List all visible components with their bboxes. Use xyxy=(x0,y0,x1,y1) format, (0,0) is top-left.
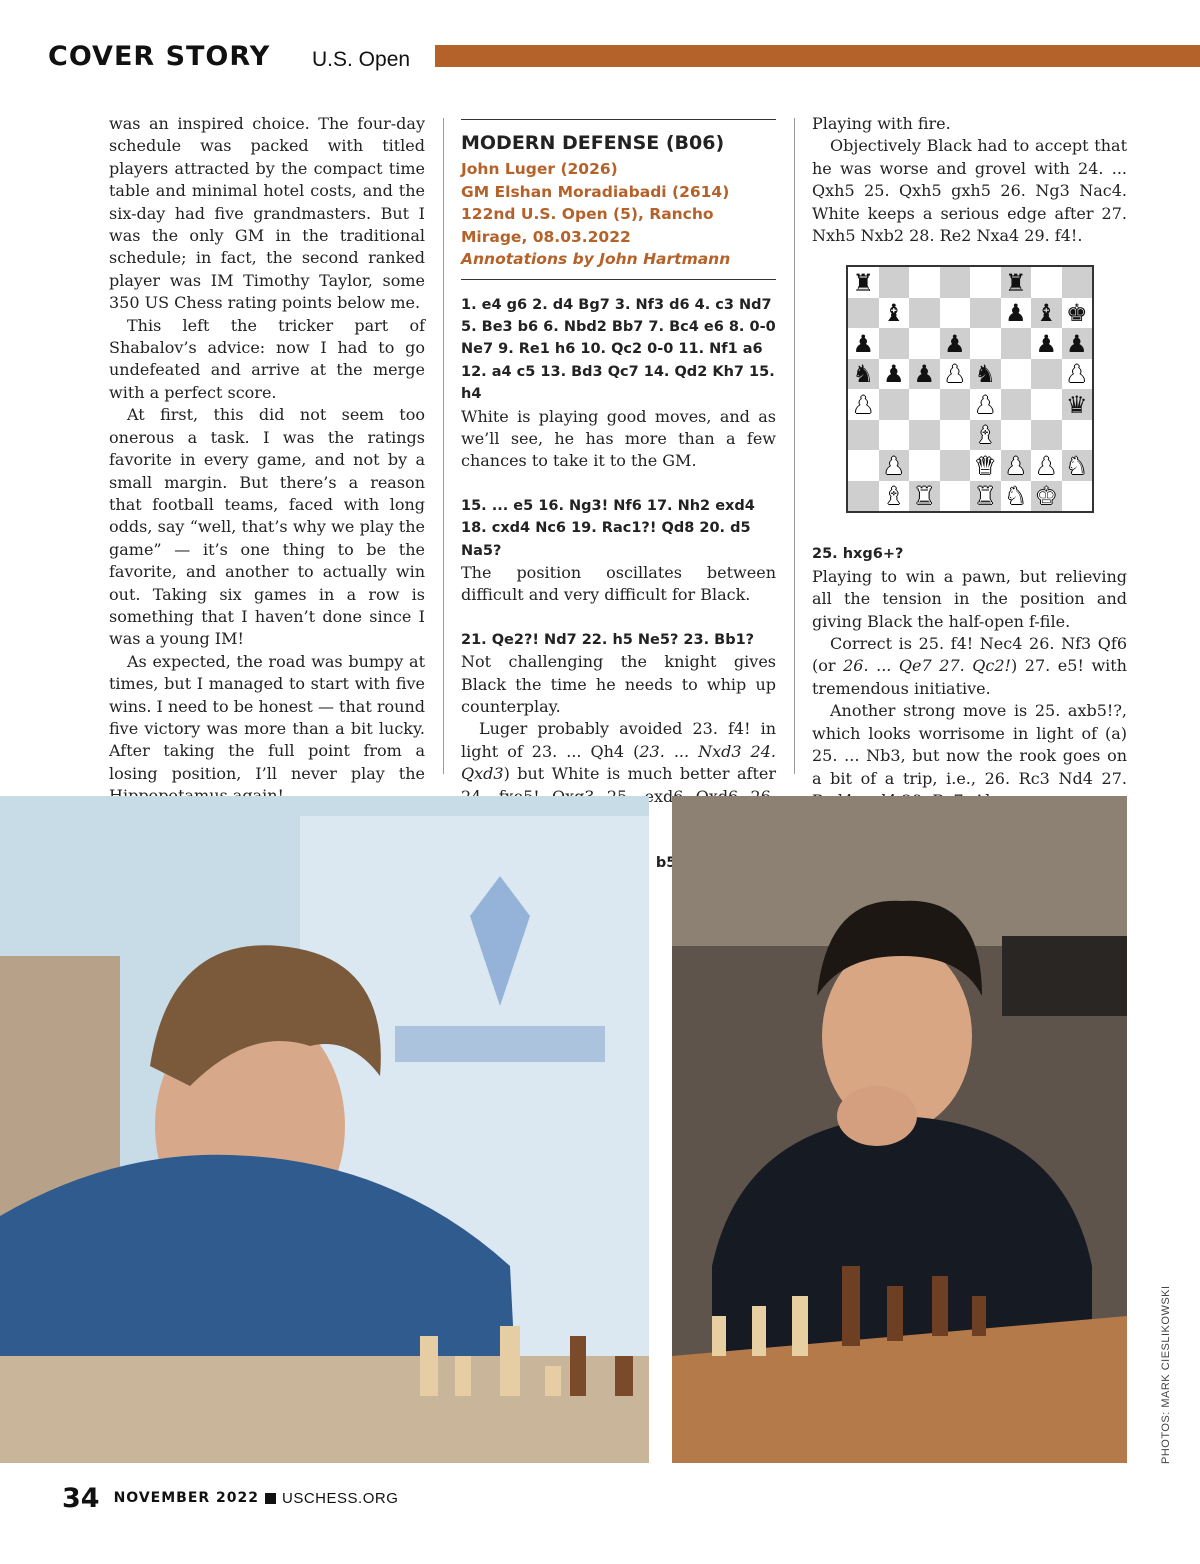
annotator: Annotations by John Hartmann xyxy=(461,250,731,268)
board-square xyxy=(1001,328,1032,359)
board-square xyxy=(940,481,971,512)
board-square xyxy=(848,298,879,329)
board-square xyxy=(848,420,879,451)
right-column xyxy=(812,113,1127,788)
body-paragraph: As expected, the road was bumpy at times, but I managed to start with five wins. I need to be honest — that round five victory was more than a bit lucky. After taking the full point from a losing position, I’ll never play the xyxy=(109,651,425,783)
white-player: John Luger (2026) xyxy=(461,160,618,178)
board-square xyxy=(848,267,879,298)
board-square xyxy=(1001,481,1032,512)
black-rook-icon: ♜ xyxy=(1004,268,1027,297)
white-pawn-icon: ♟ xyxy=(943,360,966,389)
game-moves: b5 xyxy=(655,855,677,872)
board-square xyxy=(1062,481,1093,512)
board-square xyxy=(1031,298,1062,329)
game-moves: 25. hxg6+? xyxy=(812,546,904,563)
event: 122nd U.S. Open (5), Rancho Mirage, 08.03.2022 xyxy=(461,205,714,246)
board-square xyxy=(970,481,1001,512)
game-note: Not challenging the knight gives Black the time he needs to whip up counterplay. xyxy=(461,652,776,716)
board-square xyxy=(909,298,940,329)
board-square xyxy=(1062,359,1093,390)
board-square xyxy=(1001,450,1032,481)
game-title: MODERN DEFENSE (B06) xyxy=(461,132,725,154)
board-square xyxy=(909,481,940,512)
column-divider xyxy=(794,118,795,774)
white-rook-icon: ♜ xyxy=(974,482,996,511)
left-column xyxy=(109,113,425,899)
game-moves: 21. Qe2?! Nd7 22. h5 Ne5? 23. Bb1? xyxy=(461,631,755,648)
board-square xyxy=(1062,420,1093,451)
board-square xyxy=(848,481,879,512)
white-knight-icon: ♞ xyxy=(1065,451,1088,480)
page-footer xyxy=(62,1478,398,1518)
game-header xyxy=(461,119,776,280)
white-pawn-icon: ♟ xyxy=(974,390,996,419)
black-bishop-icon: ♝ xyxy=(1035,299,1057,328)
white-king-icon: ♚ xyxy=(1035,482,1057,511)
board-square xyxy=(909,450,940,481)
board-square xyxy=(1062,389,1093,420)
black-knight-icon: ♞ xyxy=(974,360,996,389)
board-square xyxy=(879,328,910,359)
board-square xyxy=(1062,298,1093,329)
board-square xyxy=(1001,389,1032,420)
game-note: Playing with fire. xyxy=(812,114,951,133)
black-pawn-icon: ♟ xyxy=(1035,329,1057,358)
white-pawn-icon: ♟ xyxy=(1065,360,1088,389)
board-square xyxy=(1031,450,1062,481)
board-square xyxy=(1001,359,1032,390)
white-rook-icon: ♜ xyxy=(913,482,935,511)
game-note: Objectively Black had to accept that he was worse and grovel with 24. ... Qxh5 25. Qxh5 gxh5 26. Ng3 Nac4. White keeps a serious edge after 27. Nxh5 Nxb2 28. Re2 Nxa4 29. f4!. xyxy=(812,136,1127,246)
white-pawn-icon: ♟ xyxy=(1004,451,1027,480)
board-square xyxy=(909,328,940,359)
black-bishop-icon: ♝ xyxy=(882,299,905,328)
board-square xyxy=(970,267,1001,298)
board-square xyxy=(1001,298,1032,329)
footer-separator xyxy=(265,1493,276,1504)
board-square xyxy=(1062,328,1093,359)
board-square xyxy=(909,389,940,420)
black-pawn-icon: ♟ xyxy=(1065,329,1088,358)
chess-diagram xyxy=(846,265,1094,513)
player-photo-illustration xyxy=(672,796,1127,1463)
board-square xyxy=(940,267,971,298)
board-square xyxy=(909,420,940,451)
board-square xyxy=(879,359,910,390)
black-pawn-icon: ♟ xyxy=(1004,299,1027,328)
game-note: Luger probably avoided 23. f4! in light of 23. ... Qh4 (23. ... Nxd3 24. Qxd3) but White is much better after exd6 xyxy=(461,719,776,806)
photo-credit: PHOTOS: MARK CIESLIKOWSKI xyxy=(1160,1285,1172,1464)
player-photo-illustration xyxy=(0,796,649,1463)
page-header xyxy=(48,40,1200,76)
board-square xyxy=(1031,267,1062,298)
board-square xyxy=(879,298,910,329)
page-number: 34 xyxy=(62,1482,100,1514)
game-note: White is playing good moves, and as we’ll see, he has more than a few chances to take it to the GM. xyxy=(461,406,776,471)
section-subtitle: U.S. Open xyxy=(312,48,411,71)
board-square xyxy=(940,420,971,451)
board-square xyxy=(1031,328,1062,359)
white-pawn-icon: ♟ xyxy=(1035,451,1057,480)
game-note: Another strong move is 25. axb5!?, which looks worrisome in light of (a) 25. ... Nb3, but now the rook goes on a bit of a trip, i.e., 26. Rc3 Nd4 27. xyxy=(812,701,1127,788)
board-square xyxy=(970,389,1001,420)
board-square xyxy=(1031,359,1062,390)
black-pawn-icon: ♟ xyxy=(913,360,935,389)
section-label: COVER STORY xyxy=(48,41,271,72)
game-column xyxy=(461,113,776,875)
game-moves: 1. e4 g6 2. d4 Bg7 3. Nf3 d6 4. c3 Nd7 5. Be3 b6 6. Nbd2 Bb7 7. Bc4 e6 8. 0-0 Ne7 9. Re1 h6 10. Qc2 0-0 11. Nf1 a6 12. a4 c5 13. Bd3 Qc7 14. Qd2 Kh7 15. h4 xyxy=(461,296,776,403)
board-square xyxy=(879,420,910,451)
board-square xyxy=(1062,267,1093,298)
board-square xyxy=(879,450,910,481)
board-square xyxy=(1001,420,1032,451)
game-note: Correct is 25. f4! Nec4 26. Nf3 Qf6 (or 26. ... Qe7 27. Qc2!) 27. e5! with tremendous initiative. xyxy=(812,634,1127,698)
board-square xyxy=(940,450,971,481)
board-square xyxy=(1031,389,1062,420)
board-square xyxy=(909,267,940,298)
issue-date: NOVEMBER 2022 xyxy=(113,1490,260,1506)
board-square xyxy=(848,450,879,481)
black-rook-icon: ♜ xyxy=(852,268,874,297)
board-square xyxy=(848,389,879,420)
white-queen-icon: ♛ xyxy=(974,451,996,480)
black-pawn-icon: ♟ xyxy=(882,360,905,389)
black-pawn-icon: ♟ xyxy=(852,329,874,358)
board-square xyxy=(909,359,940,390)
board-square xyxy=(879,267,910,298)
white-pawn-icon: ♟ xyxy=(852,390,874,419)
board-square xyxy=(940,328,971,359)
body-paragraph: At first, this did not seem too onerous a task. I was the ratings favorite in every game, and not by a small margin. But there’s a reason that football teams, faced with long odds, say “well, that’s why we play the game” — it’s one thing to be the favorite, and another to actually win out. Taking six games in a row is something that I haven’t done since I was a young IM! xyxy=(109,405,425,649)
board-square xyxy=(970,298,1001,329)
body-paragraph: This left the tricker part of Shabalov’s advice: now I had to go undefeated and arrive at the merge with a perfect score. xyxy=(109,315,425,402)
white-knight-icon: ♞ xyxy=(1004,482,1027,511)
website: USCHESS.ORG xyxy=(282,1489,399,1507)
white-bishop-icon: ♝ xyxy=(882,482,905,511)
board-square xyxy=(940,298,971,329)
black-queen-icon: ♛ xyxy=(1065,390,1088,419)
board-square xyxy=(1031,420,1062,451)
header-accent-bar xyxy=(435,45,1200,67)
black-player: GM Elshan Moradiabadi (2614) xyxy=(461,182,730,201)
board-square xyxy=(940,389,971,420)
game-note: Playing to win a pawn, but relieving all the tension in the position and giving Black the half-open f-file. xyxy=(812,566,1127,631)
black-knight-icon: ♞ xyxy=(852,360,874,389)
board-square xyxy=(879,481,910,512)
body-paragraph: was an inspired choice. The four-day schedule was packed with titled players attracted by the compact time table and minimal hotel costs, and the six-day had five grandmasters. But I was the only GM in the traditional schedule; in fact, the second ranked player was IM Timothy Taylor, some 350 US Chess rating points below me. xyxy=(109,114,425,313)
board-square xyxy=(848,328,879,359)
black-pawn-icon: ♟ xyxy=(943,329,966,358)
column-divider xyxy=(443,118,444,774)
game-moves: 15. ... e5 16. Ng3! Nf6 17. Nh2 exd4 18. cxd4 Nc6 19. Rac1?! Qd8 20. d5 Na5? xyxy=(461,497,755,559)
white-pawn-icon: ♟ xyxy=(882,451,905,480)
board-square xyxy=(1001,267,1032,298)
board-square xyxy=(970,328,1001,359)
board-square xyxy=(1062,450,1093,481)
board-square xyxy=(970,359,1001,390)
board-square xyxy=(879,389,910,420)
game-note: The position oscillates between difficult and very difficult for Black. xyxy=(461,562,776,605)
board-square xyxy=(970,420,1001,451)
photo-naroditsky xyxy=(0,796,649,1463)
board-square xyxy=(848,359,879,390)
board-square xyxy=(940,359,971,390)
white-bishop-icon: ♝ xyxy=(974,421,996,450)
black-king-icon: ♚ xyxy=(1065,299,1088,328)
board-square xyxy=(1031,481,1062,512)
photo-moradiabadi xyxy=(672,796,1127,1463)
board-square xyxy=(970,450,1001,481)
